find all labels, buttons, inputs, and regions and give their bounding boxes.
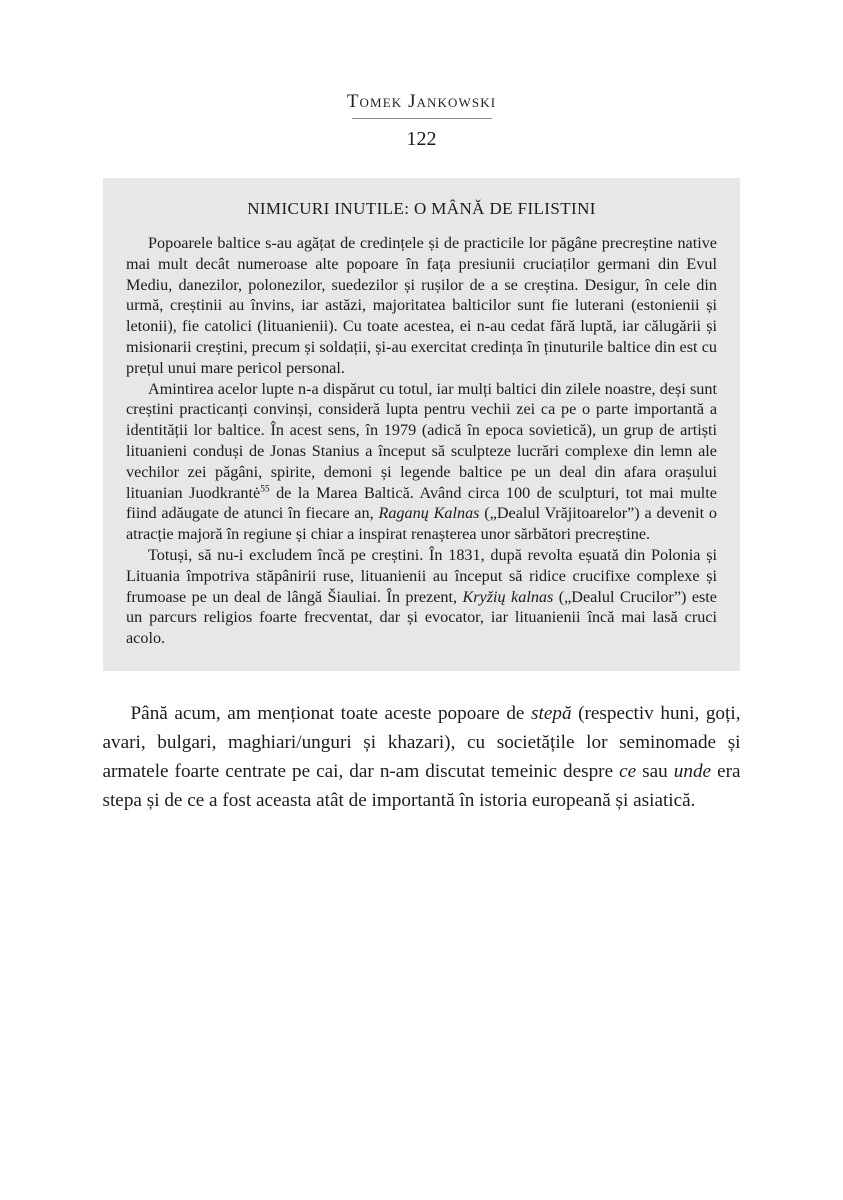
header-rule	[352, 118, 492, 119]
sidebar-box-paragraph-2: Amintirea acelor lupte n-a dispărut cu totul, iar mulți baltici din zilele noastre, deși sunt creștini practicanți convinși, consideră lupta pentru vechii zei ca pe o parte importantă a identității lor baltice. În acest sens, în 1979 (adică în epoca sovietică), un grup de artiști lituanieni conduși de Jonas Stanius a început să sculpteze lucrări complexe din lemn ale vechilor zei păgâni, spirite, demoni și legende baltice pe un deal din afara orașului lituanian Juodkrantė$^{55}$ de la Marea Baltică. Având circa 100 de sculpturi, tot mai multe fiind adăugate de atunci în fiecare an, Raganų Kalnas („Dealul Vrăjitoarelor”) a devenit o atracție majoră în regiune și chiar a inspirat renașterea unor sărbători precreștine.	[126, 379, 717, 544]
main-text	[103, 699, 741, 815]
running-head-author: Tomek Jankowski	[346, 91, 497, 112]
sidebar-box	[103, 178, 740, 671]
sidebar-box-paragraph-3: Totuși, să nu-i excludem încă pe creștini. În 1831, după revolta eșuată din Polonia și Lituania împotriva stăpânirii ruse, lituanienii au început să ridice crucifixe complexe și frumoase pe un deal de lângă Šiauliai. În prezent, Kryžių kalnas („Dealul Crucilor”) este un parcurs religios foarte frecventat, dar și evocator, iar lituanienii încă mai lasă cruci acolo.	[126, 545, 717, 648]
sidebar-box-paragraph-1: Popoarele baltice s-au agățat de credințele și de practicile lor păgâne precreștine native mai mult decât numeroase alte popoare în fața presiunii cruciaților germani din Evul Mediu, danezilor, polonezilor, suedezilor și rușilor de a se creștina. Desigur, în cele din urmă, creștinii au învins, iar astăzi, majoritatea balticilor sunt fie luterani (estonienii și letonii), fie catolici (lituanienii). Cu toate acestea, ei n-au cedat fără luptă, iar călugării și misionarii creștini, precum și soldații, și-au exercitat credința în ținuturile baltice din est cu prețul unui mare pericol personal.	[126, 234, 717, 377]
body-paragraph: Până acum, am menționat toate aceste popoare de stepă (respectiv huni, goți, avari, bulgari, maghiari/unguri și khazari), cu societățile lor seminomade și armatele foarte centrate pe cai, dar n-am discutat temeinic despre ce sau unde era stepa și de ce a fost aceasta atât de importantă în istoria europeană și asiatică.	[102, 702, 741, 811]
sidebar-box-title: NIMICURI INUTILE: O MÂNĂ DE FILISTINI	[247, 199, 596, 218]
running-head	[0, 0, 843, 151]
page-number: 122	[406, 128, 437, 150]
